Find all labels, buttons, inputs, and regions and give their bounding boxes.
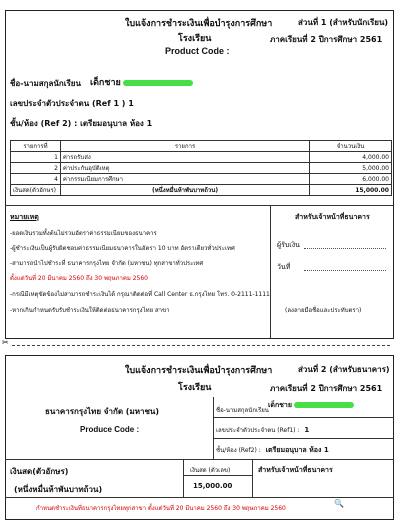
note-line: -สามารถนำไปชำระที่ ธนาคารกรุงไทย จำกัด (มหาชน) ทุกสาขาทั่วประเทศ [10, 260, 204, 267]
part2-ref1 [216, 425, 309, 435]
row-no: 1 [11, 152, 61, 163]
part2-ref1-value: 1 [304, 426, 310, 434]
note-line: -ยอดเงินรวมทั้งต้นไม่รวมอัตราค่าธรรมเนียมของธนาคาร [10, 230, 157, 237]
header-amount: จำนวนเงิน [310, 141, 392, 152]
header-item: รายการ [60, 141, 309, 152]
receiver-signature-line [304, 248, 386, 249]
part2-info-row-line [213, 417, 394, 418]
part2-title: ใบแจ้งการชำระเงินเพื่อบำรุงการศึกษา [125, 366, 273, 376]
part1-ref2 [10, 117, 152, 130]
part2-mid-divider [5, 459, 394, 460]
part2-ref2-value: เตรียมอนุบาล ห้อง 1 [265, 446, 329, 454]
fee-table-header [11, 141, 392, 152]
row-amount: 4,000.00 [310, 152, 392, 163]
signature-note: (ลงลายมือชื่อและประทับตรา) [285, 307, 362, 314]
note-line: -กรณีมีเหตุขัดข้องไม่สามารถชำระเงินได้ กรุณาติดต่อที่ Call Center ธ.กรุงไทย โทร. 0-2111-1111 [10, 291, 270, 298]
total-amount: 15,000.00 [310, 185, 392, 196]
cut-line [12, 345, 390, 346]
part2-cash-label: เงินสด(ตัวอักษร) [10, 467, 69, 476]
fee-table [10, 140, 392, 196]
part2-amount-col-label: เงินสด (ตัวเลข) [190, 467, 231, 474]
payment-deadline: ตั้งแต่วันที่ 20 มีนาคม 2560 ถึง 30 พฤษภาคม 2560 [10, 275, 148, 282]
part2-ref2-label: ชั้น/ห้อง (Ref2) : [216, 447, 261, 454]
part1-name-highlight [123, 80, 193, 86]
part2-student-label: ชื่อ-นามสกุลนักเรียน [216, 407, 269, 414]
part1-ref1-value: 1 [128, 99, 134, 108]
part1-student-value: เด็กชาย [90, 78, 121, 88]
row-item: ค่ากรรมเนียมการศึกษา [60, 174, 309, 185]
part2-amount-divider-left [183, 459, 184, 497]
part2-footer-deadline: กำหนดชำระเงินที่ธนาคารกรุงไทยทุกสาขา ตั้งแต่วันที่ 20 มีนาคม 2560 ถึง 30 พฤษภาคม 2560 [36, 505, 286, 512]
notes-top-divider [5, 205, 394, 206]
scissors-icon: ✂ [2, 338, 9, 347]
part2-info-divider [213, 397, 214, 459]
part1-copy-label: ส่วนที่ 1 (สำหรับนักเรียน) [298, 18, 389, 27]
part2-info-row-line [213, 438, 394, 439]
notes-officer-divider [270, 205, 271, 339]
table-row [11, 163, 392, 174]
part1-ref1-label: เลขประจำตัวประจำตน (Ref 1 ) [10, 99, 126, 108]
part2-cash-words: (หนึ่งหมื่นห้าพันบาทถ้วน) [14, 485, 103, 494]
part2-amount-value: 15,000.00 [193, 482, 233, 490]
note-line: -หากเกินกำหนดรับรับชำระเงินให้ติดต่อธนาคารกรุงไทย สาขา [10, 307, 170, 314]
bank-name: ธนาคารกรุงไทย จำกัด (มหาชน) [45, 407, 160, 416]
receiver-label: ผู้รับเงิน [277, 241, 300, 249]
notes-title: หมายเหตุ [10, 213, 39, 221]
part2-bottom-divider [5, 497, 394, 498]
part2-amount-divider-right [252, 459, 253, 497]
part2-officer-title: สำหรับเจ้าหน้าที่ธนาคาร [258, 466, 333, 474]
part2-term: ภาคเรียนที่ 2 ปีการศึกษา 2561 [270, 384, 383, 393]
part2-product-code: Produce Code : [80, 425, 140, 434]
part2-student-value: เด็กชาย [268, 401, 292, 409]
officer-title: สำหรับเจ้าหน้าที่ธนาคาร [295, 213, 370, 221]
table-row [11, 174, 392, 185]
table-row [11, 152, 392, 163]
date-label: วันที่ [277, 263, 291, 271]
row-amount: 5,000.00 [310, 163, 392, 174]
total-label: เงินสด(ตัวอักษร) [11, 185, 61, 196]
total-row [11, 185, 392, 196]
part1-student-name [90, 75, 193, 89]
date-line [304, 270, 386, 271]
part1-term: ภาคเรียนที่ 2 ปีการศึกษา 2561 [270, 35, 383, 44]
row-amount: 6,000.00 [310, 174, 392, 185]
part2-ref1-label: เลขประจำตัวประจำตน (Ref1) : [216, 427, 300, 434]
part1-ref1 [10, 97, 134, 110]
part1-product-code: Product Code : [165, 46, 230, 56]
note-line: -ผู้ชำระเงินเป็นผู้รับผิดชอบค่าธรรมเนียมธนาคารในอัตรา 10 บาท อัตราเดียวทั่วประเทศ [10, 245, 235, 252]
row-item: ค่ารถรับส่ง [60, 152, 309, 163]
part2-student-name [268, 400, 354, 411]
part2-ref2 [216, 445, 329, 456]
part2-amount-row-line [183, 475, 252, 476]
part2-school: โรงเรียน [178, 383, 212, 393]
part1-ref2-value: เตรียมอนุบาล ห้อง 1 [80, 119, 153, 128]
row-no: 2 [11, 163, 61, 174]
part1-title: ใบแจ้งการชำระเงินเพื่อบำรุงการศึกษา [125, 19, 273, 29]
part1-school: โรงเรียน [178, 34, 212, 44]
row-no: 4 [11, 174, 61, 185]
part2-name-highlight [294, 402, 354, 408]
header-no: รายการที่ [11, 141, 61, 152]
part1-ref2-label: ชั้น/ห้อง (Ref 2) : [10, 119, 78, 128]
part1-student-label: ชื่อ-นามสกุลนักเรียน [10, 79, 81, 88]
part2-copy-label: ส่วนที่ 2 (สำหรับธนาคาร) [298, 365, 390, 374]
total-words: (หนึ่งหมื่นห้าพันบาทถ้วน) [60, 185, 309, 196]
row-item: ค่าประกันอุบัติเหตุ [60, 163, 309, 174]
magnifier-icon: 🔍 [334, 499, 344, 508]
